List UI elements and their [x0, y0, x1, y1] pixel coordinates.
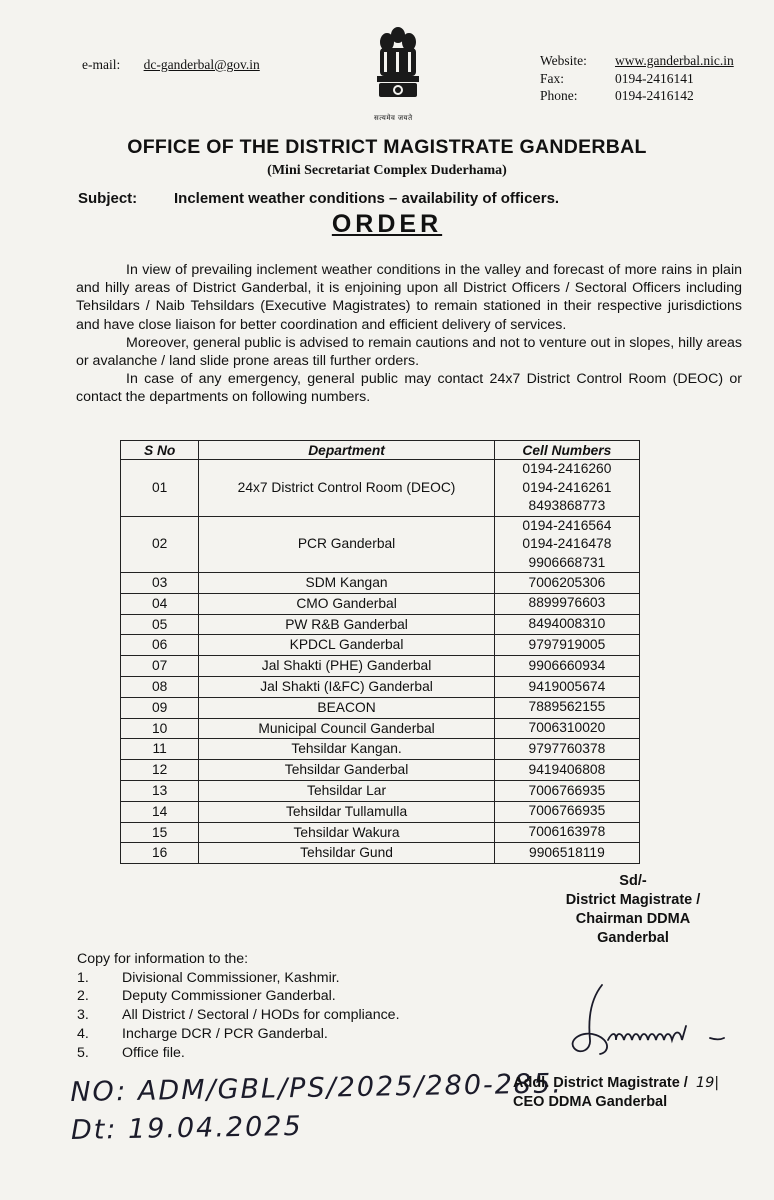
- addl-line-1: Addl. District Magistrate /: [513, 1075, 688, 1091]
- table-row: [121, 460, 640, 517]
- website-label: Website:: [540, 53, 587, 68]
- copy-heading: Copy for information to the:: [77, 951, 249, 967]
- sno-cell: 08: [121, 676, 199, 697]
- department-cell: Municipal Council Ganderbal: [199, 718, 494, 739]
- list-item: 4. Incharge DCR / PCR Ganderbal.: [77, 1025, 328, 1042]
- signatory-block: [548, 872, 718, 948]
- department-cell: Tehsildar Gund: [199, 843, 494, 864]
- department-cell: Jal Shakti (PHE) Ganderbal: [199, 656, 494, 677]
- cell-numbers-cell: 9797760378: [494, 739, 639, 760]
- order-heading: ORDER: [331, 210, 443, 238]
- table-row: [121, 516, 640, 573]
- sno-cell: 05: [121, 614, 199, 635]
- phone-value: 0194-2416142: [615, 88, 694, 103]
- contact-table: [120, 440, 640, 864]
- cell-numbers-cell: 7006766935: [494, 780, 639, 801]
- department-cell: SDM Kangan: [199, 573, 494, 594]
- office-subtitle: (Mini Secretariat Complex Duderhama): [267, 163, 507, 178]
- sno-cell: 09: [121, 697, 199, 718]
- cell-numbers-cell: 7889562155: [494, 697, 639, 718]
- cell-numbers-cell: 9906660934: [494, 656, 639, 677]
- sno-cell: 04: [121, 593, 199, 614]
- department-cell: Tehsildar Wakura: [199, 822, 494, 843]
- office-title: OFFICE OF THE DISTRICT MAGISTRATE GANDERBAL: [127, 136, 647, 158]
- order-body: [76, 261, 742, 407]
- email-link[interactable]: dc-ganderbal@gov.in: [143, 57, 260, 72]
- paragraph-2: Moreover, general public is advised to remain cautions and not to venture out in slopes, hilly areas or avalanche / land slide prone areas till further orders.: [76, 334, 742, 370]
- signatory-line-3: Ganderbal: [597, 930, 669, 946]
- header-department: Department: [199, 441, 494, 460]
- department-cell: Tehsildar Tullamulla: [199, 801, 494, 822]
- sno-cell: 02: [121, 516, 199, 573]
- email-label: e-mail:: [82, 57, 121, 72]
- sno-cell: 06: [121, 635, 199, 656]
- cell-numbers-cell: 7006766935: [494, 801, 639, 822]
- table-row: [121, 822, 640, 843]
- cell-numbers-cell: 7006205306: [494, 573, 639, 594]
- cell-numbers-cell: 8899976603: [494, 593, 639, 614]
- cell-numbers-cell: 0194-2416564 0194-2416478 9906668731: [494, 516, 639, 573]
- copy-list: [77, 969, 400, 1063]
- sno-cell: 03: [121, 573, 199, 594]
- table-row: [121, 635, 640, 656]
- department-cell: PCR Ganderbal: [199, 516, 494, 573]
- cell-numbers-cell: 7006310020: [494, 718, 639, 739]
- sno-cell: 14: [121, 801, 199, 822]
- sno-cell: 12: [121, 760, 199, 781]
- addl-mark: 19|: [695, 1075, 720, 1091]
- cell-numbers-cell: 0194-2416260 0194-2416261 8493868773: [494, 460, 639, 517]
- list-item: 1. Divisional Commissioner, Kashmir.: [77, 969, 340, 986]
- fax-value: 0194-2416141: [615, 70, 694, 86]
- header-cell-numbers: Cell Numbers: [494, 441, 639, 460]
- department-cell: KPDCL Ganderbal: [199, 635, 494, 656]
- list-item: 2. Deputy Commissioner Ganderbal.: [77, 988, 336, 1005]
- email-line: [82, 57, 260, 73]
- sd-mark: Sd/-: [619, 873, 647, 889]
- signatory-line-2: Chairman DDMA: [575, 911, 691, 927]
- department-cell: Tehsildar Kangan.: [199, 739, 494, 760]
- table-row: [121, 760, 640, 781]
- reference-date: Dt: 19.04.2025: [70, 1110, 303, 1146]
- sno-cell: 16: [121, 843, 199, 864]
- department-cell: Jal Shakti (I&FC) Ganderbal: [199, 676, 494, 697]
- sno-cell: 07: [121, 656, 199, 677]
- table-row: [121, 739, 640, 760]
- table-row: [121, 573, 640, 594]
- table-row: [121, 614, 640, 635]
- emblem-motto: सत्यमेव जयते: [374, 115, 413, 122]
- sno-cell: 01: [121, 460, 199, 517]
- signatory-line-1: District Magistrate /: [565, 892, 701, 908]
- paragraph-3: In case of any emergency, general public may contact 24x7 District Control Room (DEOC) or contact the departments on following numbers.: [76, 371, 742, 406]
- fax-label: Fax:: [540, 70, 565, 86]
- cell-numbers-cell: 9797919005: [494, 635, 639, 656]
- table-row: [121, 656, 640, 677]
- reference-number: NO: ADM/GBL/PS/2025/280-285.: [70, 1068, 564, 1108]
- table-row: [121, 676, 640, 697]
- handwritten-signature: [560, 980, 750, 1070]
- cell-numbers-cell: 9419406808: [494, 760, 639, 781]
- phone-label: Phone:: [540, 88, 578, 103]
- table-row: [121, 801, 640, 822]
- cell-numbers-cell: 8494008310: [494, 614, 639, 635]
- list-item: 3. All District / Sectoral / HODs for compliance.: [77, 1007, 400, 1024]
- department-cell: CMO Ganderbal: [199, 593, 494, 614]
- sno-cell: 10: [121, 718, 199, 739]
- department-cell: BEACON: [199, 697, 494, 718]
- list-item: 5. Office file.: [77, 1044, 185, 1061]
- table-row: [121, 718, 640, 739]
- website-link[interactable]: www.ganderbal.nic.in: [615, 53, 734, 68]
- national-emblem-icon: [372, 22, 424, 122]
- copy-to-block: [77, 950, 400, 1062]
- table-row: [121, 780, 640, 801]
- department-cell: 24x7 District Control Room (DEOC): [199, 460, 494, 517]
- table-header-row: [121, 441, 640, 460]
- department-cell: Tehsildar Ganderbal: [199, 760, 494, 781]
- addl-dm-block: [513, 1074, 719, 1111]
- sno-cell: 13: [121, 780, 199, 801]
- cell-numbers-cell: 9419005674: [494, 676, 639, 697]
- cell-numbers-cell: 9906518119: [494, 843, 639, 864]
- header-sno: S No: [121, 441, 199, 460]
- subject-line: [78, 190, 559, 207]
- cell-numbers-cell: 7006163978: [494, 822, 639, 843]
- subject-label: Subject:: [78, 190, 138, 207]
- table-row: [121, 593, 640, 614]
- subject-text: Inclement weather conditions – availability of officers.: [174, 190, 560, 207]
- handwritten-reference: [70, 1065, 564, 1150]
- paragraph-1: In view of prevailing inclement weather conditions in the valley and forecast of more rains in plain and hilly areas of District Ganderbal, it is enjoining upon all District Officers / Sectoral Officers including Tehsildars / Naib Tehsildars (Executive Magistrates) to remain stationed in their respective jurisdictions and have close liaison for better coordination and efficient delivery of services.: [76, 262, 742, 333]
- addl-line-2: CEO DDMA Ganderbal: [513, 1093, 668, 1110]
- department-cell: PW R&B Ganderbal: [199, 614, 494, 635]
- sno-cell: 11: [121, 739, 199, 760]
- department-cell: Tehsildar Lar: [199, 780, 494, 801]
- contact-block: [540, 52, 734, 105]
- table-row: [121, 697, 640, 718]
- sno-cell: 15: [121, 822, 199, 843]
- table-row: [121, 843, 640, 864]
